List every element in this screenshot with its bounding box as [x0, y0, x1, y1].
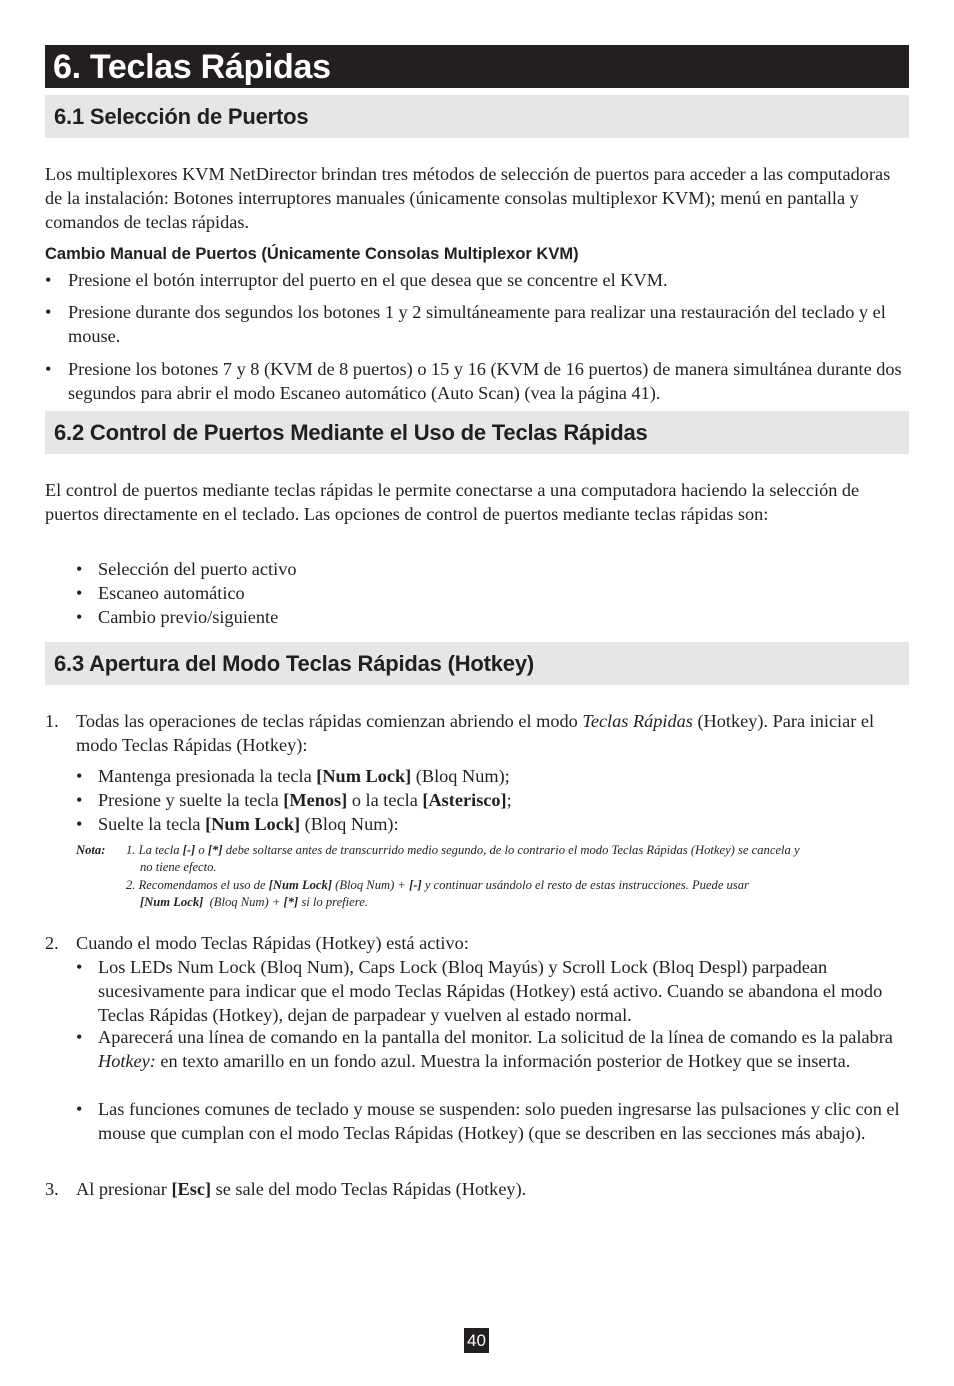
section-header-6-2	[45, 411, 909, 454]
key-name: [Num Lock]	[316, 766, 412, 786]
section-heading: 6.2 Control de Puertos Mediante el Uso de Teclas Rápidas	[54, 420, 648, 445]
bullet: •	[76, 1027, 83, 1047]
list-item-text: Presione durante dos segundos los botones 1 y 2 simultáneamente para realizar una restauración del teclado y el mouse.	[68, 302, 886, 346]
key-name: [Num Lock]	[205, 814, 301, 834]
bullet: •	[45, 359, 52, 379]
note-1: 1. La tecla [-] o [*] debe soltarse antes de transcurrido medio segundo, de lo contrario el modo Teclas Rápidas (Hotkey) se cancela y	[126, 843, 800, 857]
chapter-title: 6. Teclas Rápidas	[53, 48, 331, 86]
section-6-1-intro: Los multiplexores KVM NetDirector brindan tres métodos de selección de puertos para acceder a las computadoras de la instalación: Botones interruptores manuales (únicamente consolas multiplexor KVM); menú en pantalla y comandos de teclas rápidas.	[45, 164, 891, 232]
list-item-text: Las funciones comunes de teclado y mouse se suspenden: solo pueden ingresarse las pulsaciones y clic con el mouse que cumplan con el modo Teclas Rápidas (Hotkey) (que se describen en las secciones más abajo).	[98, 1099, 900, 1143]
section-header-6-3	[45, 642, 909, 685]
list-item-text: Cambio previo/siguiente	[98, 607, 279, 627]
chapter-title-bar	[45, 45, 909, 88]
note-2: 2. Recomendamos el uso de [Num Lock] (Bloq Num) + [-] y continuar usándolo el resto de estas instrucciones. Puede usar	[126, 878, 749, 892]
note-label: Nota:	[76, 843, 106, 857]
bullet: •	[45, 302, 52, 322]
item-number: 3.	[45, 1179, 59, 1199]
manual-switching-subheading: Cambio Manual de Puertos (Únicamente Consolas Multiplexor KVM)	[45, 245, 579, 263]
list-item-text: Escaneo automático	[98, 583, 245, 603]
list-item-text: Presione los botones 7 y 8 (KVM de 8 puertos) o 15 y 16 (KVM de 16 puertos) de manera simultánea durante dos segundos para abrir el modo Escaneo automático (Auto Scan) (vea la página 41).	[68, 359, 902, 403]
bullet: •	[76, 814, 83, 834]
section-heading: 6.3 Apertura del Modo Teclas Rápidas (Hotkey)	[54, 651, 535, 676]
item-number: 2.	[45, 933, 59, 953]
bullet: •	[76, 790, 83, 810]
list-item-text: Selección del puerto activo	[98, 559, 297, 579]
list-item-text: Mantenga presionada la tecla [Num Lock] (Bloq Num);	[98, 766, 510, 786]
section-header-6-1	[45, 95, 909, 138]
list-item-text: Presione el botón interruptor del puerto en el que desea que se concentre el KVM.	[68, 270, 668, 290]
list-item-text: Aparecerá una línea de comando en la pantalla del monitor. La solicitud de la línea de comando es la palabra Hotkey: en texto amarillo en un fondo azul. Muestra la información posterior de Hotkey que se inserta.	[98, 1027, 893, 1071]
key-name: [Asterisco]	[422, 790, 507, 810]
section-6-2-intro: El control de puertos mediante teclas rápidas le permite conectarse a una computadora haciendo la selección de puertos directamente en el teclado. Las opciones de control de puertos mediante teclas rápidas son:	[45, 480, 860, 524]
list-item-text: Presione y suelte la tecla [Menos] o la tecla [Asterisco];	[98, 790, 512, 810]
item-number: 1.	[45, 711, 59, 731]
list-item-text: Los LEDs Num Lock (Bloq Num), Caps Lock (Bloq Mayús) y Scroll Lock (Bloq Despl) parpadean sucesivamente para indicar que el modo Teclas Rápidas (Hotkey) está activo. Cuando se abandona el modo Teclas Rápidas (Hotkey), dejan de parpadear y vuelven al estado normal.	[98, 957, 883, 1025]
key-name: [Menos]	[283, 790, 348, 810]
key-name: [Esc]	[171, 1179, 212, 1199]
item-text: Cuando el modo Teclas Rápidas (Hotkey) está activo:	[76, 933, 469, 953]
bullet: •	[76, 766, 83, 786]
note-1-continued: no tiene efecto.	[140, 860, 217, 874]
item-text: Todas las operaciones de teclas rápidas comienzan abriendo el modo Teclas Rápidas (Hotkey). Para iniciar el modo Teclas Rápidas (Hotkey):	[76, 711, 875, 755]
list-item-text: Suelte la tecla [Num Lock] (Bloq Num):	[98, 814, 399, 834]
item-text: Al presionar [Esc] se sale del modo Teclas Rápidas (Hotkey).	[76, 1179, 527, 1199]
section-heading: 6.1 Selección de Puertos	[54, 104, 309, 129]
bullet: •	[76, 607, 83, 627]
bullet: •	[76, 957, 83, 977]
page-number: 40	[464, 1328, 489, 1353]
bullet: •	[76, 583, 83, 603]
bullet: •	[76, 1099, 83, 1119]
bullet: •	[76, 559, 83, 579]
note-2-continued: [Num Lock] (Bloq Num) + [*] si lo prefiere.	[140, 895, 368, 909]
bullet: •	[45, 270, 52, 290]
